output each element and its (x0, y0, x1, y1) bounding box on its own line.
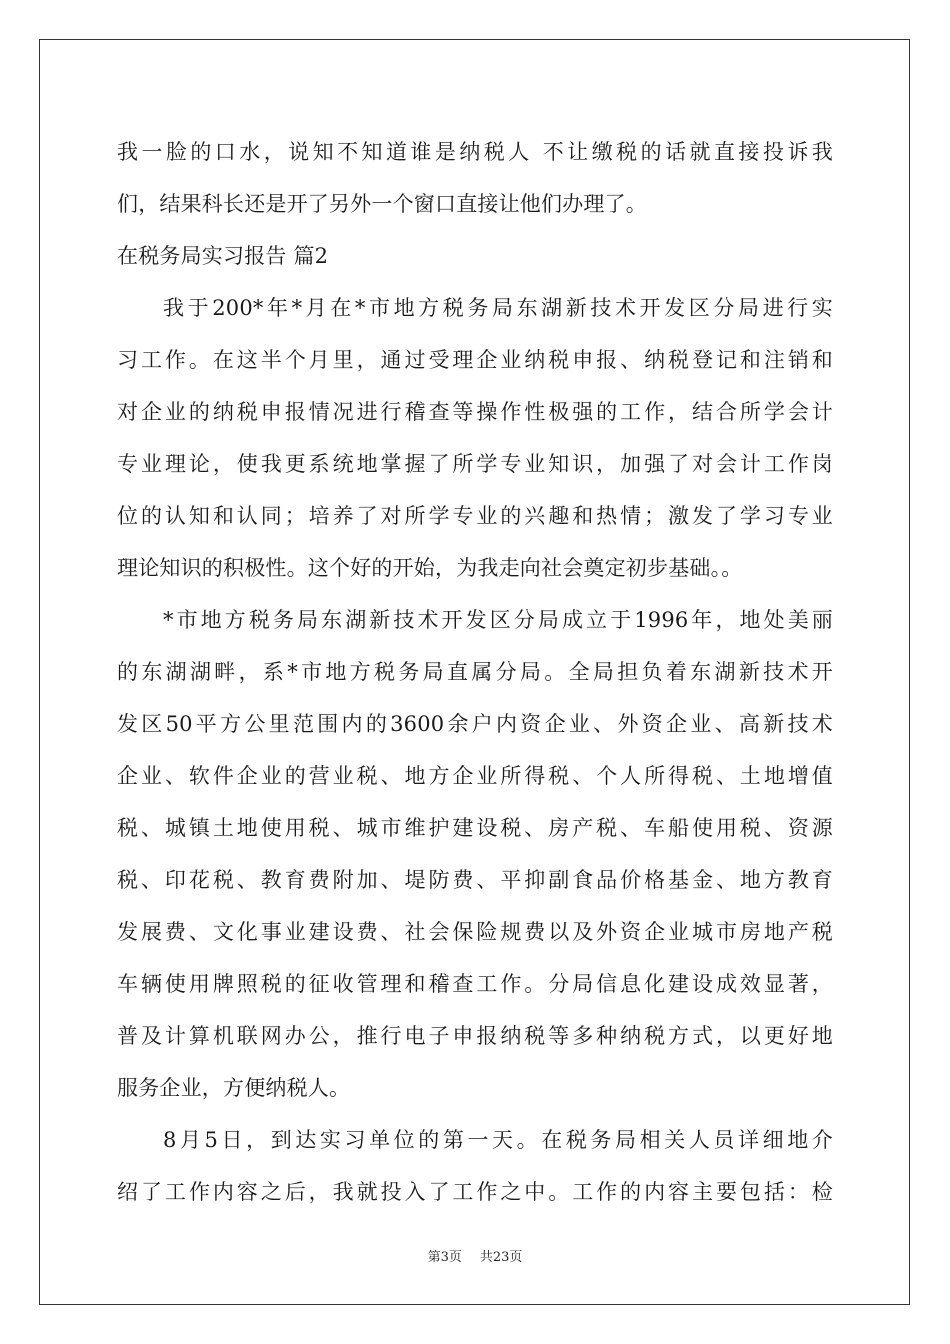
text-line: 企业、软件企业的营业税、地方企业所得税、个人所得税、土地增值 (117, 764, 833, 788)
text-line: 的东湖湖畔，系*市地方税务局直属分局。全局担负着东湖新技术开 (117, 660, 833, 684)
text-line: 习工作。在这半个月里，通过受理企业纳税申报、纳税登记和注销和 (117, 348, 833, 372)
paragraph-first-line: 8月5日，到达实习单位的第一天。在税务局相关人员详细地介 (163, 1128, 833, 1152)
text-line: 车辆使用牌照税的征收管理和稽查工作。分局信息化建设成效显著， (117, 972, 833, 996)
text-line: 普及计算机联网办公，推行电子申报纳税等多种纳税方式，以更好地 (117, 1024, 833, 1048)
text-line: 专业理论，使我更系统地掌握了所学专业知识，加强了对会计工作岗 (117, 452, 833, 476)
text-line: 理论知识的积极性。这个好的开始，为我走向社会奠定初步基础。。 (117, 556, 743, 580)
text-line: 我一脸的口水，说知不知道谁是纳税人 不让缴税的话就直接投诉我 (117, 140, 833, 164)
text-line: 位的认知和认同；培养了对所学专业的兴趣和热情；激发了学习专业 (117, 504, 833, 528)
paragraph-first-line: 我于200*年*月在*市地方税务局东湖新技术开发区分局进行实 (163, 296, 833, 320)
text-line: 税、印花税、教育费附加、堤防费、平抑副食品价格基金、地方教育 (117, 868, 833, 892)
section-heading: 在税务局实习报告 篇2 (117, 244, 329, 268)
text-line: 税、城镇土地使用税、城市维护建设税、房产税、车船使用税、资源 (117, 816, 833, 840)
text-line: 发区50平方公里范围内的3600余户内资企业、外资企业、高新技术 (117, 712, 833, 736)
text-line: 发展费、文化事业建设费、社会保险规费以及外资企业城市房地产税 (117, 920, 833, 944)
text-line: 们，结果科长还是开了另外一个窗口直接让他们办理了。 (117, 192, 647, 216)
page-footer (0, 1246, 950, 1265)
document-body (117, 126, 833, 1218)
paragraph-first-line: *市地方税务局东湖新技术开发区分局成立于1996年，地处美丽 (163, 608, 833, 632)
text-line: 对企业的纳税申报情况进行稽查等操作性极强的工作，结合所学会计 (117, 400, 833, 424)
page-number: 第3页 (427, 1250, 462, 1265)
text-line: 服务企业，方便纳税人。 (117, 1076, 351, 1100)
page-total: 共23页 (479, 1250, 523, 1265)
text-line: 绍了工作内容之后，我就投入了工作之中。工作的内容主要包括：检 (117, 1180, 833, 1204)
